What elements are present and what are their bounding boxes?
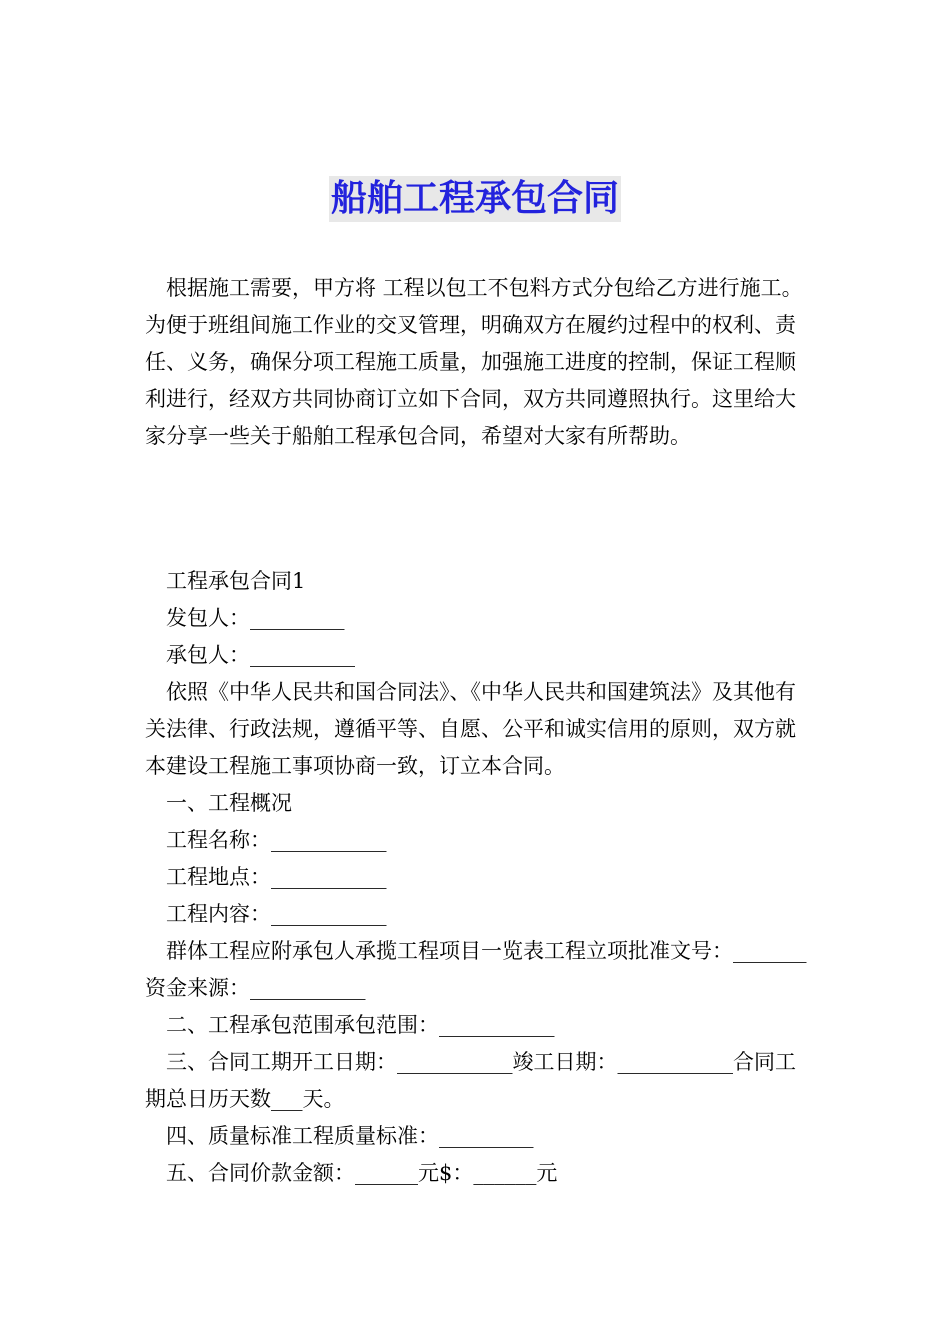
contract-heading: 工程承包合同1 [166, 569, 306, 593]
section-5-label: 五、合同价款金额： [166, 1161, 355, 1185]
project-location-label: 工程地点： [166, 865, 271, 889]
amount-usd-blank: ______ [473, 1161, 537, 1185]
section-5-line [145, 1155, 815, 1192]
group-project-text: 群体工程应附承包人承揽工程项目一览表工程立项批准文号：_______资金来源： [145, 939, 807, 1000]
section-3-end-label: 竣工日期： [512, 1050, 618, 1074]
issuer-blank: _________ [250, 606, 345, 630]
contract-body [145, 563, 815, 1192]
section-3-paragraph [145, 1044, 815, 1118]
project-name-blank: ___________ [271, 828, 387, 852]
section-3-duration-label: 合同工期总日历天数 [145, 1050, 796, 1111]
amount-blank: ______ [355, 1161, 418, 1185]
project-location-line [145, 859, 815, 896]
contractor-line [145, 637, 815, 674]
project-name-label: 工程名称： [166, 828, 271, 852]
section-3-start-label: 三、合同工期开工日期： [166, 1050, 397, 1074]
duration-blank: ___ [271, 1087, 303, 1111]
document-title: 船舶工程承包合同 [329, 176, 621, 222]
group-project-paragraph [145, 933, 815, 1007]
fund-source-blank: ___________ [250, 976, 366, 1000]
project-name-line [145, 822, 815, 859]
section-1-heading: 一、工程概况 [166, 791, 292, 815]
end-date-blank: ___________ [617, 1050, 733, 1074]
section-2-blank: ___________ [439, 1013, 555, 1037]
intro-section [145, 270, 815, 455]
project-location-blank: ___________ [271, 865, 387, 889]
contractor-blank: __________ [250, 643, 355, 667]
project-scope-blank: ___________ [271, 902, 387, 926]
section-3-days-suffix: 天。 [302, 1087, 345, 1111]
project-scope-label: 工程内容： [166, 902, 271, 926]
issuer-label: 发包人： [166, 606, 250, 630]
section-4-line [145, 1118, 815, 1155]
legal-basis-paragraph: 依照《中华人民共和国合同法》、《中华人民共和国建筑法》及其他有关法律、行政法规，遵循平等、自愿、公平和诚实信用的原则，双方就本建设工程施工事项协商一致，订立本合同。 [145, 680, 796, 778]
section-2-line [145, 1007, 815, 1044]
contractor-label: 承包人： [166, 643, 250, 667]
intro-paragraph: 根据施工需要，甲方将 工程以包工不包料方式分包给乙方进行施工。为便于班组间施工作业的交叉管理，明确双方在履约过程中的权利、责任、义务，确保分项工程施工质量，加强施工进度的控制，保证工程顺利进行，经双方共同协商订立如下合同，双方共同遵照执行。这里给大家分享一些关于船舶工程承包合同，希望对大家有所帮助。 [145, 276, 803, 448]
project-scope-line [145, 896, 815, 933]
section-5-yuan: 元 [536, 1161, 558, 1185]
start-date-blank: ___________ [397, 1050, 513, 1074]
section-2-text: 二、工程承包范围承包范围： [166, 1013, 439, 1037]
section-5-currency: 元$： [418, 1161, 474, 1185]
section-4-blank: _________ [439, 1124, 534, 1148]
section-4-text: 四、质量标准工程质量标准： [166, 1124, 439, 1148]
title-block [0, 176, 950, 222]
issuer-line [145, 600, 815, 637]
